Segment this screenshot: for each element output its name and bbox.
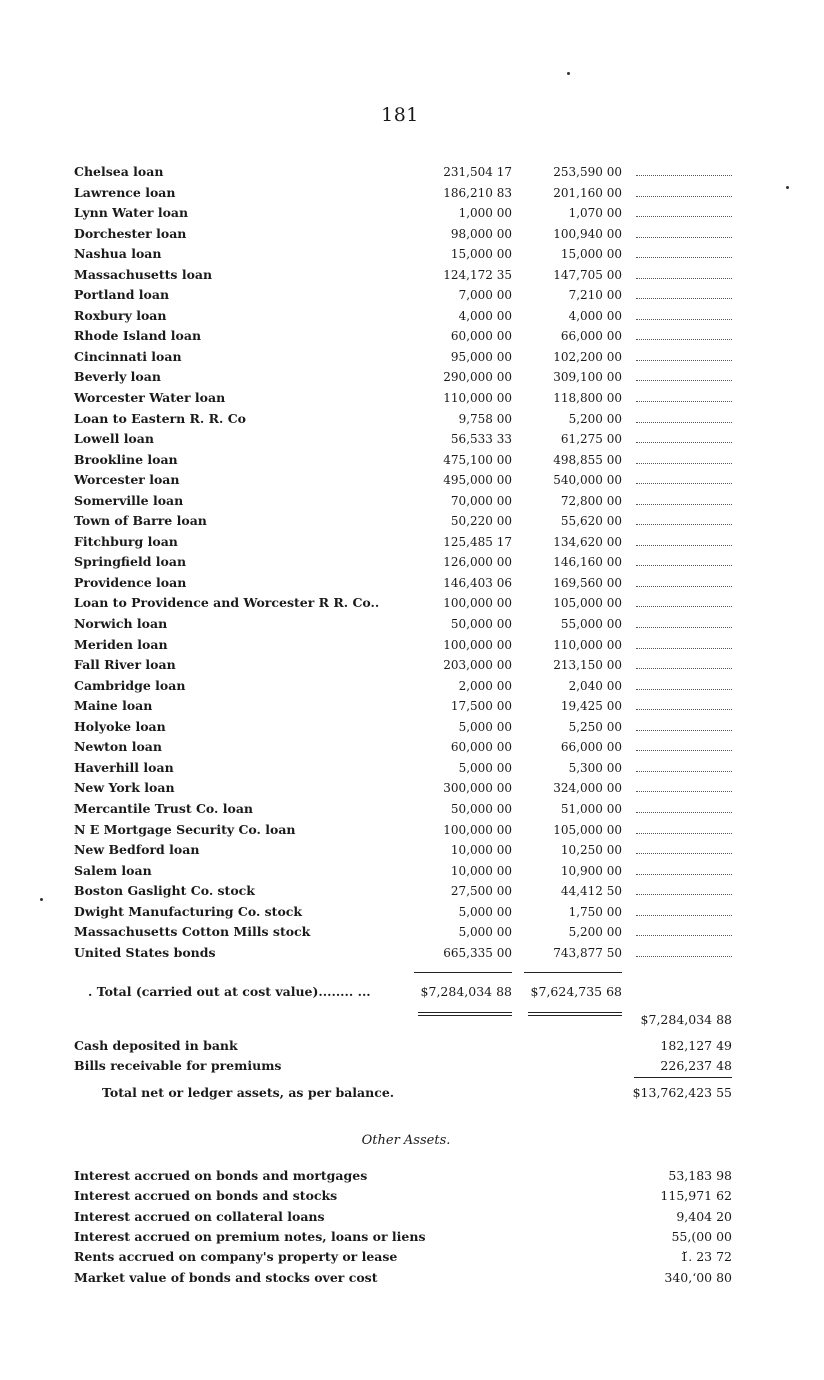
dotted-leader (636, 861, 732, 881)
dotted-leader (636, 552, 732, 572)
other-asset-value: 340,ʻ00 80 (664, 1269, 732, 1285)
loan-row (74, 429, 754, 450)
loan-row (74, 306, 754, 327)
loan-label: Massachusetts loan (74, 266, 213, 282)
loan-label: Salem loan (74, 862, 152, 878)
market-value: 498,855 00 (553, 452, 622, 467)
loan-row (74, 162, 754, 183)
par-value: 50,220 00 (450, 514, 512, 529)
market-value: 169,560 00 (553, 575, 622, 590)
total-par-value: $7,284,034 88 (420, 984, 512, 999)
other-asset-label: Interest accrued on bonds and mortgages (74, 1168, 368, 1183)
total-label: . Total (carried out at cost value)........ ... (88, 984, 371, 999)
print-speck (786, 186, 789, 189)
double-rule (418, 1012, 512, 1016)
loan-row (74, 409, 754, 430)
loan-label: Norwich loan (74, 616, 168, 632)
par-value: 17,500 00 (450, 699, 512, 714)
dotted-leader (636, 224, 732, 244)
loan-label: Portland loan (74, 287, 170, 303)
loan-row (74, 676, 754, 697)
market-value: 146,160 00 (553, 555, 622, 570)
market-value: 66,000 00 (560, 329, 622, 344)
other-asset-label: Interest accrued on bonds and stocks (74, 1188, 338, 1204)
loan-label: Fitchburg loan (74, 533, 178, 549)
dotted-leader (636, 717, 732, 737)
other-asset-value: 1̆. 23 72 (680, 1249, 732, 1265)
loan-row (74, 511, 754, 532)
par-value: 5,000 00 (458, 719, 512, 734)
market-value: 201,160 00 (553, 185, 622, 200)
loan-row (74, 224, 754, 245)
loan-label: Springfield loan (74, 554, 187, 570)
dotted-leader (636, 655, 732, 675)
market-value: 100,940 00 (553, 226, 622, 241)
par-value: 186,210 83 (443, 185, 512, 200)
loan-row (74, 326, 754, 347)
loan-row (74, 635, 754, 656)
carried-total-value: $7,284,034 88 (640, 1012, 732, 1027)
market-value: 55,000 00 (560, 617, 622, 632)
other-asset-row (74, 1186, 732, 1206)
par-value: 475,100 00 (443, 452, 512, 467)
dotted-leader (636, 758, 732, 778)
par-value: 10,000 00 (450, 863, 512, 878)
dotted-leader (636, 614, 732, 634)
dotted-leader (636, 532, 732, 552)
print-speck (567, 72, 570, 75)
loan-row (74, 820, 754, 841)
loan-label: Brookline loan (74, 451, 178, 467)
market-value: 7,210 00 (568, 288, 622, 303)
dotted-leader (636, 881, 732, 901)
par-value: 60,000 00 (450, 740, 512, 755)
loan-row (74, 347, 754, 368)
other-assets-heading: Other Assets. (361, 1133, 451, 1148)
other-asset-row (74, 1207, 732, 1227)
ledger-value: 226,237 48 (660, 1058, 732, 1073)
dotted-leader (636, 696, 732, 716)
market-value: 253,590 00 (553, 165, 622, 179)
loan-label: Haverhill loan (74, 759, 174, 775)
dotted-leader (636, 778, 732, 798)
par-value: 203,000 00 (443, 658, 512, 673)
market-value: 147,705 00 (553, 267, 622, 282)
loan-label: Loan to Eastern R. R. Co (74, 410, 247, 426)
loan-row (74, 532, 754, 553)
loan-row (74, 388, 754, 409)
loan-row (74, 265, 754, 286)
loan-label: Massachusetts Cotton Mills stock (74, 924, 311, 940)
ledger-value: 182,127 49 (660, 1038, 732, 1053)
dotted-leader (636, 429, 732, 449)
dotted-leader (636, 902, 732, 922)
column-rule (414, 972, 512, 973)
dotted-leader (636, 491, 732, 511)
loan-label: Beverly loan (74, 369, 161, 385)
other-asset-value: 9,404 20 (676, 1208, 732, 1224)
loan-row (74, 183, 754, 204)
net-assets-row (102, 1083, 732, 1103)
loan-row (74, 696, 754, 717)
loan-label: Nashua loan (74, 246, 162, 262)
dotted-leader (636, 593, 732, 613)
dotted-leader (636, 922, 732, 942)
other-asset-row (74, 1268, 732, 1288)
double-rule (528, 1012, 622, 1016)
loan-label: Worcester loan (74, 472, 180, 488)
dotted-leader (636, 450, 732, 470)
par-value: 110,000 00 (443, 391, 512, 406)
other-asset-value: 55,(00 00 (671, 1228, 732, 1244)
other-asset-label: Interest accrued on premium notes, loans or liens (74, 1228, 426, 1244)
par-value: 231,504 17 (443, 165, 512, 179)
market-value: 44,412 50 (560, 884, 622, 899)
loan-row (74, 593, 754, 614)
dotted-leader (636, 388, 732, 408)
print-speck (40, 898, 43, 901)
market-value: 2,040 00 (568, 678, 622, 693)
par-value: 98,000 00 (450, 226, 512, 241)
loan-row (74, 922, 754, 943)
net-assets-label: Total net or ledger assets, as per balance. (102, 1085, 395, 1100)
par-value: 95,000 00 (450, 349, 512, 364)
loan-label: Lawrence loan (74, 184, 176, 200)
dotted-leader (636, 306, 732, 326)
par-value: 60,000 00 (450, 329, 512, 344)
loan-row (74, 799, 754, 820)
par-value: 100,000 00 (443, 596, 512, 611)
market-value: 743,877 50 (553, 945, 622, 960)
par-value: 70,000 00 (450, 493, 512, 508)
loan-label: Dwight Manufacturing Co. stock (74, 903, 303, 919)
market-value: 51,000 00 (560, 801, 622, 816)
loan-label: Loan to Providence and Worcester R R. Co.. (74, 595, 380, 611)
dotted-leader (636, 347, 732, 367)
par-value: 124,172 35 (443, 267, 512, 282)
dotted-leader (636, 737, 732, 757)
dotted-leader (636, 820, 732, 840)
loan-row (74, 573, 754, 594)
par-value: 15,000 00 (450, 247, 512, 262)
par-value: 290,000 00 (443, 370, 512, 385)
loan-label: Lynn Water loan (74, 205, 189, 221)
total-market-value: $7,624,735 68 (530, 984, 622, 999)
market-value: 105,000 00 (553, 822, 622, 837)
dotted-leader (636, 840, 732, 860)
loan-row (74, 717, 754, 738)
loan-label: Meriden loan (74, 636, 168, 652)
loan-label: Fall River loan (74, 657, 176, 673)
dotted-leader (636, 676, 732, 696)
dotted-leader (636, 244, 732, 264)
loan-label: Chelsea loan (74, 164, 164, 179)
par-value: 50,000 00 (450, 801, 512, 816)
other-asset-value: 115,971 62 (660, 1188, 732, 1204)
dotted-leader (636, 409, 732, 429)
market-value: 134,620 00 (553, 534, 622, 549)
loan-label: United States bonds (74, 944, 216, 960)
loan-label: Mercantile Trust Co. loan (74, 800, 254, 816)
loan-label: Cambridge loan (74, 677, 186, 693)
par-value: 5,000 00 (458, 925, 512, 940)
loan-row (74, 943, 754, 964)
market-value: 110,000 00 (553, 637, 622, 652)
par-value: 146,403 06 (443, 575, 512, 590)
loan-row (74, 861, 754, 882)
loan-label: Cincinnati loan (74, 348, 182, 364)
par-value: 100,000 00 (443, 637, 512, 652)
market-value: 5,200 00 (568, 925, 622, 940)
market-value: 5,200 00 (568, 411, 622, 426)
market-value: 309,100 00 (553, 370, 622, 385)
market-value: 5,250 00 (568, 719, 622, 734)
investments-table (74, 162, 754, 963)
par-value: 2,000 00 (458, 678, 512, 693)
loan-label: New Bedford loan (74, 842, 200, 858)
ledger-row (74, 1036, 732, 1056)
other-asset-label: Interest accrued on collateral loans (74, 1208, 325, 1224)
par-value: 10,000 00 (450, 843, 512, 858)
loan-row (74, 491, 754, 512)
dotted-leader (636, 943, 732, 963)
loan-label: Worcester Water loan (74, 390, 226, 406)
loan-label: Somerville loan (74, 492, 184, 508)
loan-row (74, 881, 754, 902)
market-value: 66,000 00 (560, 740, 622, 755)
dotted-leader (636, 573, 732, 593)
dotted-leader (636, 367, 732, 387)
market-value: 1,070 00 (568, 206, 622, 221)
net-assets-value: $13,762,423 55 (632, 1085, 732, 1100)
market-value: 10,250 00 (560, 843, 622, 858)
dotted-leader (636, 162, 732, 182)
par-value: 100,000 00 (443, 822, 512, 837)
par-value: 4,000 00 (458, 308, 512, 323)
dotted-leader (636, 265, 732, 285)
market-value: 324,000 00 (553, 781, 622, 796)
loan-row (74, 450, 754, 471)
loan-row (74, 203, 754, 224)
dotted-leader (636, 285, 732, 305)
dotted-leader (636, 183, 732, 203)
market-value: 1,750 00 (568, 904, 622, 919)
market-value: 15,000 00 (560, 247, 622, 262)
loan-label: Maine loan (74, 698, 153, 714)
other-asset-row (74, 1166, 732, 1186)
loan-row (74, 244, 754, 265)
dotted-leader (636, 635, 732, 655)
ledger-label: Cash deposited in bank (74, 1038, 238, 1053)
ledger-row (74, 1056, 732, 1076)
par-value: 7,000 00 (458, 288, 512, 303)
market-value: 10,900 00 (560, 863, 622, 878)
loan-label: Roxbury loan (74, 307, 167, 323)
par-value: 126,000 00 (443, 555, 512, 570)
par-value: 665,335 00 (443, 945, 512, 960)
loan-label: N E Mortgage Security Co. loan (74, 821, 296, 837)
loan-label: Holyoke loan (74, 718, 166, 734)
par-value: 125,485 17 (443, 534, 512, 549)
market-value: 61,275 00 (560, 432, 622, 447)
market-value: 4,000 00 (568, 308, 622, 323)
dotted-leader (636, 326, 732, 346)
par-value: 5,000 00 (458, 904, 512, 919)
market-value: 540,000 00 (553, 473, 622, 488)
loan-label: Town of Barre loan (74, 513, 207, 529)
other-asset-label: Market value of bonds and stocks over cost (74, 1269, 378, 1285)
market-value: 105,000 00 (553, 596, 622, 611)
loan-row (74, 285, 754, 306)
dotted-leader (636, 203, 732, 223)
dotted-leader (636, 511, 732, 531)
loan-row (74, 902, 754, 923)
page-number: 181 (381, 104, 419, 126)
market-value: 102,200 00 (553, 349, 622, 364)
column-rule (524, 972, 622, 973)
par-value: 56,533 33 (450, 432, 512, 447)
loan-row (74, 840, 754, 861)
par-value: 495,000 00 (443, 473, 512, 488)
loan-row (74, 655, 754, 676)
loan-label: Boston Gaslight Co. stock (74, 883, 255, 899)
other-asset-row (74, 1227, 732, 1247)
market-value: 55,620 00 (560, 514, 622, 529)
other-asset-row (74, 1247, 732, 1267)
loan-row (74, 470, 754, 491)
par-value: 27,500 00 (450, 884, 512, 899)
loan-label: Newton loan (74, 739, 162, 755)
par-value: 1,000 00 (458, 206, 512, 221)
dotted-leader (636, 470, 732, 490)
ledger-label: Bills receivable for premiums (74, 1058, 282, 1073)
par-value: 300,000 00 (443, 781, 512, 796)
loan-label: New York loan (74, 780, 175, 796)
other-asset-label: Rents accrued on company's property or lease (74, 1249, 398, 1265)
loan-row (74, 778, 754, 799)
loan-row (74, 758, 754, 779)
other-asset-value: 53,183 98 (668, 1168, 732, 1183)
loan-row (74, 552, 754, 573)
dotted-leader (636, 799, 732, 819)
column-rule (634, 1077, 732, 1078)
par-value: 50,000 00 (450, 617, 512, 632)
loan-label: Providence loan (74, 574, 187, 590)
loan-label: Rhode Island loan (74, 328, 202, 344)
market-value: 19,425 00 (560, 699, 622, 714)
loan-row (74, 737, 754, 758)
loan-row (74, 614, 754, 635)
market-value: 213,150 00 (553, 658, 622, 673)
market-value: 72,800 00 (560, 493, 622, 508)
market-value: 118,800 00 (553, 391, 622, 406)
par-value: 9,758 00 (458, 411, 512, 426)
par-value: 5,000 00 (458, 760, 512, 775)
loan-label: Lowell loan (74, 431, 154, 447)
market-value: 5,300 00 (568, 760, 622, 775)
loan-row (74, 367, 754, 388)
loan-label: Dorchester loan (74, 225, 187, 241)
